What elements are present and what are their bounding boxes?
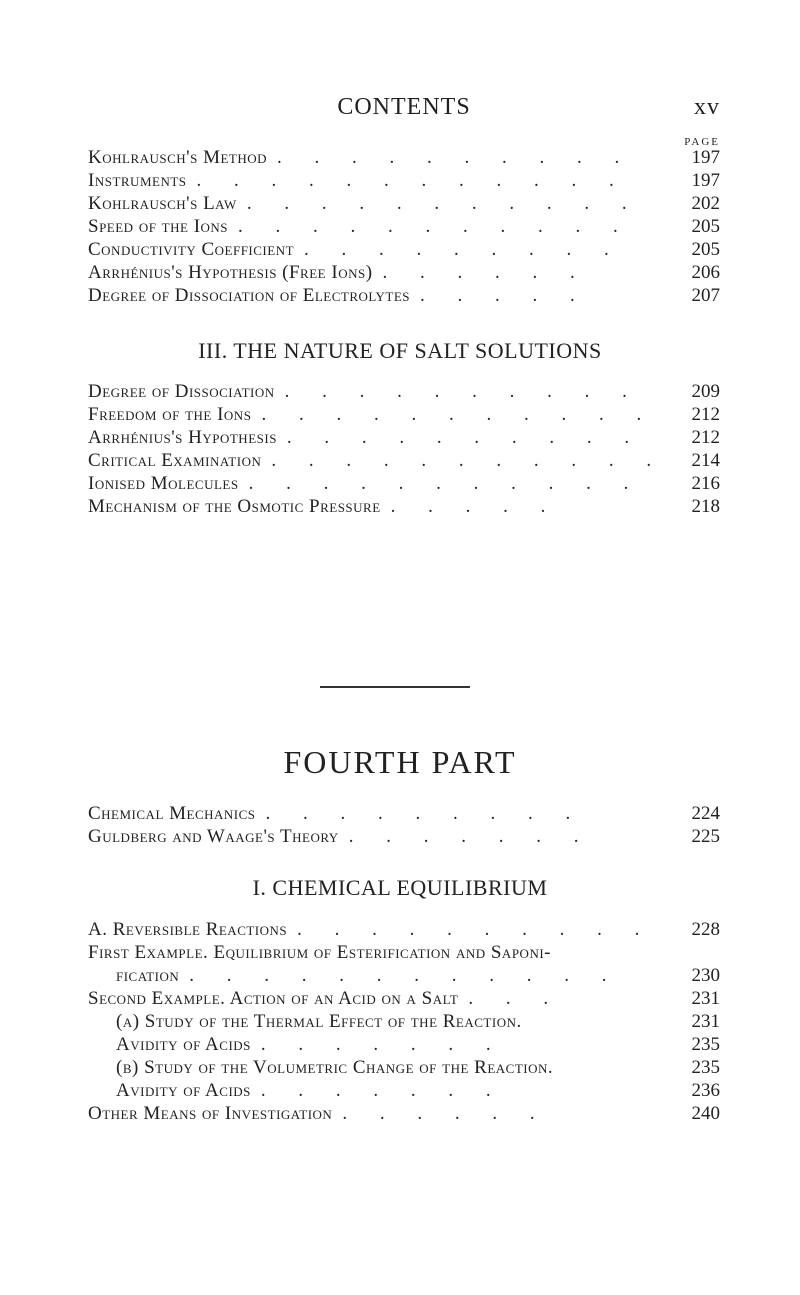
toc-entry-title: (β) Study of the Volumetric Change of the Reaction. <box>116 1057 554 1078</box>
page-number: xv <box>694 94 720 120</box>
toc-entry[interactable] <box>88 1033 720 1056</box>
toc-entry-page: 218 <box>691 496 720 517</box>
toc-entry-page: 224 <box>691 803 720 824</box>
leader-dots: . . . . . . . . . . . <box>248 473 643 494</box>
toc-entry-page: 230 <box>691 965 720 986</box>
toc-entry-page: 228 <box>691 919 720 940</box>
leader-dots: . . . . . . . . . <box>304 239 623 260</box>
toc-entry-page: 205 <box>691 216 720 237</box>
toc-entry-title: (α) Study of the Thermal Effect of the Reaction. <box>116 1011 522 1032</box>
toc-entry[interactable] <box>88 169 720 192</box>
leader-dots: . . . . . . . <box>348 826 593 847</box>
toc-list-salt-solutions <box>88 380 720 518</box>
leader-dots: . . . . . . . . . . . <box>238 216 632 237</box>
toc-entry-title: Guldberg and Waage's Theory <box>88 826 339 847</box>
leader-dots: . . . . . . . . . . . . <box>196 170 628 191</box>
toc-entry[interactable] <box>88 941 720 964</box>
leader-dots: . . . . . . . . . . . <box>246 193 641 214</box>
toc-entry[interactable] <box>88 1079 720 1102</box>
toc-entry-title: Critical Examination <box>88 450 262 471</box>
toc-entry[interactable] <box>88 1056 720 1079</box>
leader-dots: . . . . . . . . . . <box>297 919 654 940</box>
toc-entry-title: Conductivity Coefficient <box>88 239 295 260</box>
divider-rule <box>320 686 470 688</box>
leader-dots: . . . . . . . . . . . <box>271 450 666 471</box>
toc-entry[interactable] <box>88 825 720 848</box>
toc-list-electrolytes <box>88 146 720 307</box>
toc-entry-page: 212 <box>691 427 720 448</box>
toc-entry-page: 225 <box>691 826 720 847</box>
leader-dots: . . . . . . . . . . <box>284 381 641 402</box>
toc-entry[interactable] <box>88 802 720 825</box>
toc-entry-page: 235 <box>691 1034 720 1055</box>
toc-entry-page: 205 <box>691 239 720 260</box>
toc-entry[interactable] <box>88 472 720 495</box>
toc-entry[interactable] <box>88 1102 720 1125</box>
toc-entry-page: 231 <box>691 988 720 1009</box>
toc-entry-title: Other Means of Investigation <box>88 1103 333 1124</box>
leader-dots: . . . . . . . . . <box>265 803 585 824</box>
toc-entry[interactable] <box>88 1010 720 1033</box>
toc-entry-title: Avidity of Acids <box>116 1034 251 1055</box>
toc-entry[interactable] <box>88 146 720 169</box>
toc-entry[interactable] <box>88 964 720 987</box>
toc-entry-title: Arrhénius's Hypothesis (Free Ions) <box>88 262 373 283</box>
toc-entry-title: fication <box>116 965 180 986</box>
toc-entry-page: 197 <box>691 170 720 191</box>
leader-dots: . . . . . . . <box>260 1034 505 1055</box>
toc-entry[interactable] <box>88 284 720 307</box>
toc-entry-page: 240 <box>691 1103 720 1124</box>
toc-entry-title: Avidity of Acids <box>116 1080 251 1101</box>
leader-dots: . . . . . <box>390 496 560 517</box>
leader-dots: . . . . . . . . . . . . <box>189 965 621 986</box>
toc-entry[interactable] <box>88 987 720 1010</box>
toc-entry[interactable] <box>88 495 720 518</box>
toc-entry-title: Kohlrausch's Law <box>88 193 237 214</box>
page-column-label: PAGE <box>684 136 720 148</box>
toc-entry-page: 207 <box>691 285 720 306</box>
toc-entry-title: Kohlrausch's Method <box>88 147 268 168</box>
toc-entry-title: First Example. Equilibrium of Esterification and Saponi- <box>88 942 551 963</box>
toc-entry[interactable] <box>88 403 720 426</box>
toc-entry-title: Second Example. Action of an Acid on a Salt <box>88 988 459 1009</box>
toc-entry-title: A. Reversible Reactions <box>88 919 288 940</box>
toc-entry[interactable] <box>88 426 720 449</box>
toc-entry-page: 216 <box>691 473 720 494</box>
toc-entry-page: 214 <box>691 450 720 471</box>
toc-entry[interactable] <box>88 261 720 284</box>
toc-entry-page: 206 <box>691 262 720 283</box>
toc-entry-title: Instruments <box>88 170 187 191</box>
leader-dots: . . . . . . <box>382 262 589 283</box>
toc-entry[interactable] <box>88 918 720 941</box>
toc-entry-page: 231 <box>691 1011 720 1032</box>
toc-entry-page: 197 <box>691 147 720 168</box>
toc-entry[interactable] <box>88 238 720 261</box>
section-heading-salt-solutions: III. THE NATURE OF SALT SOLUTIONS <box>198 338 602 363</box>
toc-entry-title: Degree of Dissociation of Electrolytes <box>88 285 411 306</box>
toc-entry-title: Ionised Molecules <box>88 473 239 494</box>
toc-entry[interactable] <box>88 449 720 472</box>
leader-dots: . . . . . . . . . . <box>277 147 634 168</box>
toc-entry-page: 212 <box>691 404 720 425</box>
toc-entry[interactable] <box>88 380 720 403</box>
toc-entry[interactable] <box>88 192 720 215</box>
leader-dots: . . . . . <box>420 285 589 306</box>
leader-dots: . . . . . . . . . . <box>286 427 644 448</box>
toc-entry-page: 236 <box>691 1080 720 1101</box>
leader-dots: . . . . . . <box>342 1103 549 1124</box>
part-heading: FOURTH PART <box>283 744 517 780</box>
section-heading-chemical-equilibrium: I. CHEMICAL EQUILIBRIUM <box>252 875 548 900</box>
leader-dots: . . . . . . . . . . . <box>261 404 656 425</box>
toc-entry-page: 202 <box>691 193 720 214</box>
toc-entry-title: Degree of Dissociation <box>88 381 275 402</box>
toc-entry-title: Chemical Mechanics <box>88 803 256 824</box>
toc-list-chemical-equilibrium <box>88 918 720 1125</box>
toc-entry-title: Mechanism of the Osmotic Pressure <box>88 496 381 517</box>
toc-entry-title: Speed of the Ions <box>88 216 229 237</box>
toc-entry-page: 235 <box>691 1057 720 1078</box>
running-head <box>88 94 720 124</box>
leader-dots: . . . <box>468 988 563 1009</box>
leader-dots: . . . . . . . <box>260 1080 505 1101</box>
toc-list-chemical-mechanics <box>88 802 720 848</box>
toc-entry-title: Arrhénius's Hypothesis <box>88 427 277 448</box>
page-title: CONTENTS <box>337 94 471 120</box>
toc-entry-title: Freedom of the Ions <box>88 404 252 425</box>
toc-entry-page: 209 <box>691 381 720 402</box>
toc-entry[interactable] <box>88 215 720 238</box>
